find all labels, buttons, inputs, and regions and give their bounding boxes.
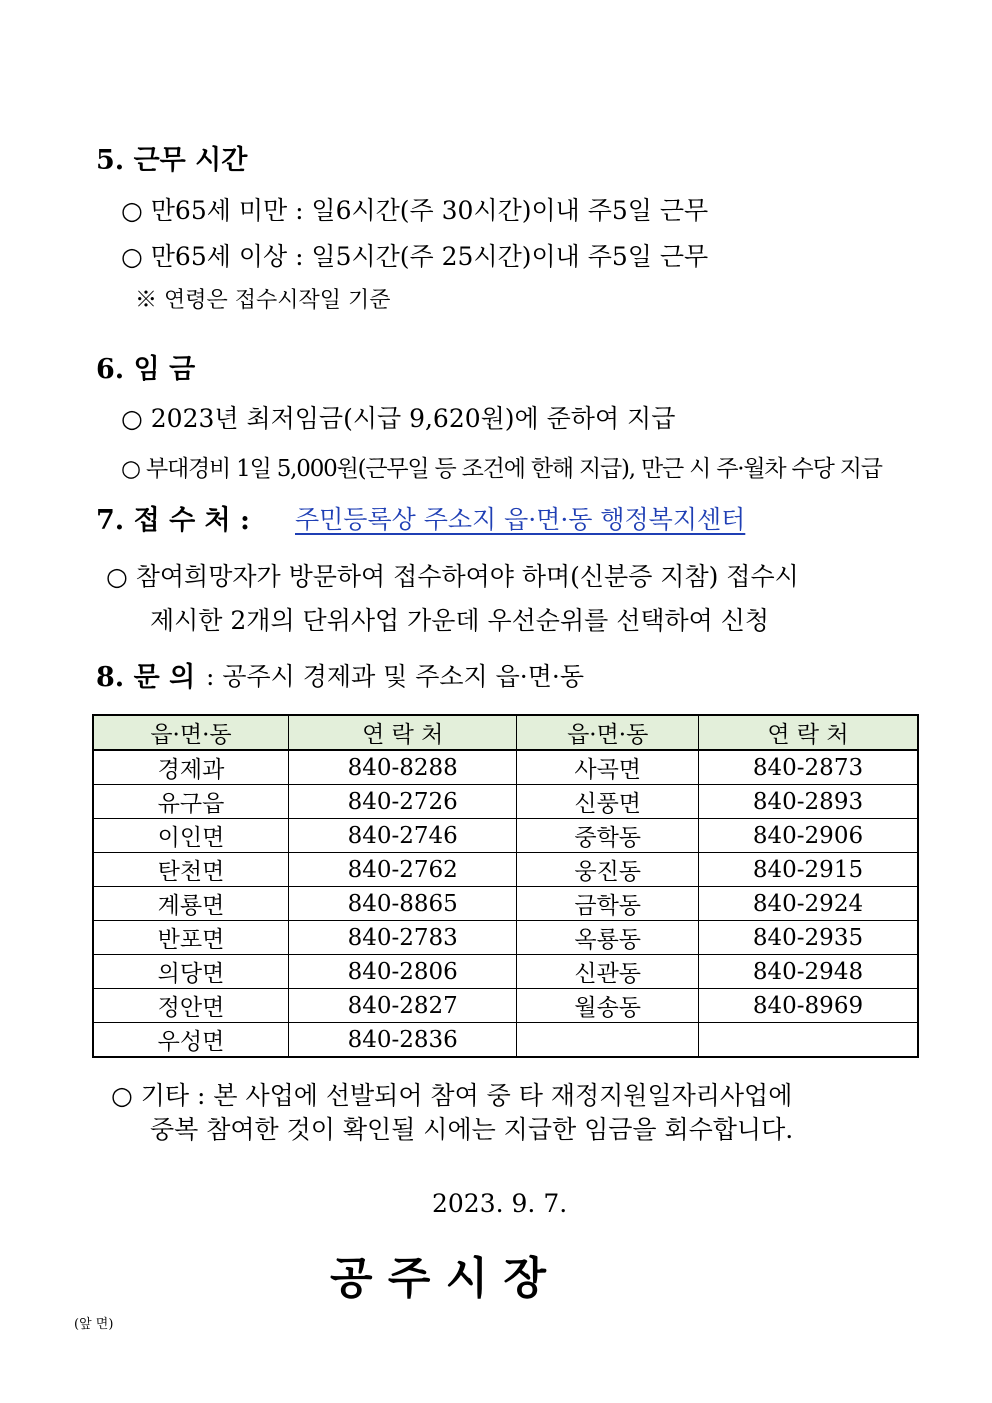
district-cell: 중학동: [517, 819, 699, 853]
section-6-title: 6. 임 금: [96, 354, 196, 385]
signature-title: 공 주 시 장: [330, 1253, 546, 1304]
district-cell: 옥룡동: [517, 921, 699, 955]
district-cell: 신관동: [517, 955, 699, 989]
phone-cell: 840-8288: [288, 750, 516, 785]
district-cell: [517, 1023, 699, 1058]
phone-cell: 840-8865: [288, 887, 516, 921]
phone-cell: 840-2893: [698, 785, 918, 819]
section-6-item: ○ 2023년 최저임금(시급 9,620원)에 준하여 지급: [121, 404, 676, 433]
section-7-body: 제시한 2개의 단위사업 가운데 우선순위를 선택하여 신청: [150, 606, 770, 635]
district-cell: 계룡면: [93, 887, 288, 921]
table-header-row: [93, 715, 918, 750]
phone-cell: 840-2836: [288, 1023, 516, 1058]
etc-line: 중복 참여한 것이 확인될 시에는 지급한 임금을 회수합니다.: [150, 1115, 794, 1144]
district-cell: 사곡면: [517, 750, 699, 785]
table-row: [93, 955, 918, 989]
district-cell: 우성면: [93, 1023, 288, 1058]
phone-cell: 840-2783: [288, 921, 516, 955]
phone-cell: 840-2762: [288, 853, 516, 887]
district-cell: 금학동: [517, 887, 699, 921]
section-7-body: ○ 참여희망자가 방문하여 접수하여야 하며(신분증 지참) 접수시: [106, 562, 799, 591]
district-cell: 이인면: [93, 819, 288, 853]
document-date: 2023. 9. 7.: [432, 1189, 568, 1218]
table-row: [93, 921, 918, 955]
page-side-label: (앞 면): [74, 1317, 114, 1332]
table-row: [93, 785, 918, 819]
section-5-item: ○ 만65세 미만 : 일6시간(주 30시간)이내 주5일 근무: [121, 196, 709, 225]
district-cell: 신풍면: [517, 785, 699, 819]
header-contact: 연 락 처: [288, 715, 516, 750]
section-5-note: ※ 연령은 접수시작일 기준: [135, 288, 391, 313]
table-row: [93, 853, 918, 887]
application-place-link[interactable]: 주민등록상 주소지 읍·면·동 행정복지센터: [295, 505, 746, 534]
phone-cell: 840-8969: [698, 989, 918, 1023]
section-5-title: 5. 근무 시간: [96, 145, 248, 176]
district-cell: 탄천면: [93, 853, 288, 887]
section-5-item: ○ 만65세 이상 : 일5시간(주 25시간)이내 주5일 근무: [121, 242, 709, 271]
table-row: [93, 1023, 918, 1058]
phone-cell: 840-2746: [288, 819, 516, 853]
table-row: [93, 750, 918, 785]
phone-cell: 840-2827: [288, 989, 516, 1023]
phone-cell: 840-2906: [698, 819, 918, 853]
phone-cell: 840-2873: [698, 750, 918, 785]
section-8-subtitle: : 공주시 경제과 및 주소지 읍·면·동: [206, 662, 585, 691]
phone-cell: 840-2726: [288, 785, 516, 819]
district-cell: 경제과: [93, 750, 288, 785]
district-cell: 반포면: [93, 921, 288, 955]
phone-cell: 840-2924: [698, 887, 918, 921]
district-cell: 유구읍: [93, 785, 288, 819]
district-cell: 정안면: [93, 989, 288, 1023]
header-district: 읍·면·동: [517, 715, 699, 750]
section-7-title: 7. 접 수 처 :: [96, 505, 250, 536]
section-6-item: ○ 부대경비 1일 5,000원(근무일 등 조건에 한해 지급), 만근 시 주·월차 수당 지급: [121, 456, 882, 482]
district-cell: 월송동: [517, 989, 699, 1023]
etc-line: ○ 기타 : 본 사업에 선발되어 참여 중 타 재정지원일자리사업에: [111, 1081, 793, 1110]
phone-cell: 840-2948: [698, 955, 918, 989]
contacts-table: [92, 714, 919, 1058]
table-row: [93, 887, 918, 921]
phone-cell: [698, 1023, 918, 1058]
table-row: [93, 989, 918, 1023]
district-cell: 웅진동: [517, 853, 699, 887]
phone-cell: 840-2915: [698, 853, 918, 887]
table-row: [93, 819, 918, 853]
district-cell: 의당면: [93, 955, 288, 989]
header-contact: 연 락 처: [698, 715, 918, 750]
phone-cell: 840-2935: [698, 921, 918, 955]
phone-cell: 840-2806: [288, 955, 516, 989]
header-district: 읍·면·동: [93, 715, 288, 750]
section-8-title: 8. 문 의: [96, 662, 196, 693]
